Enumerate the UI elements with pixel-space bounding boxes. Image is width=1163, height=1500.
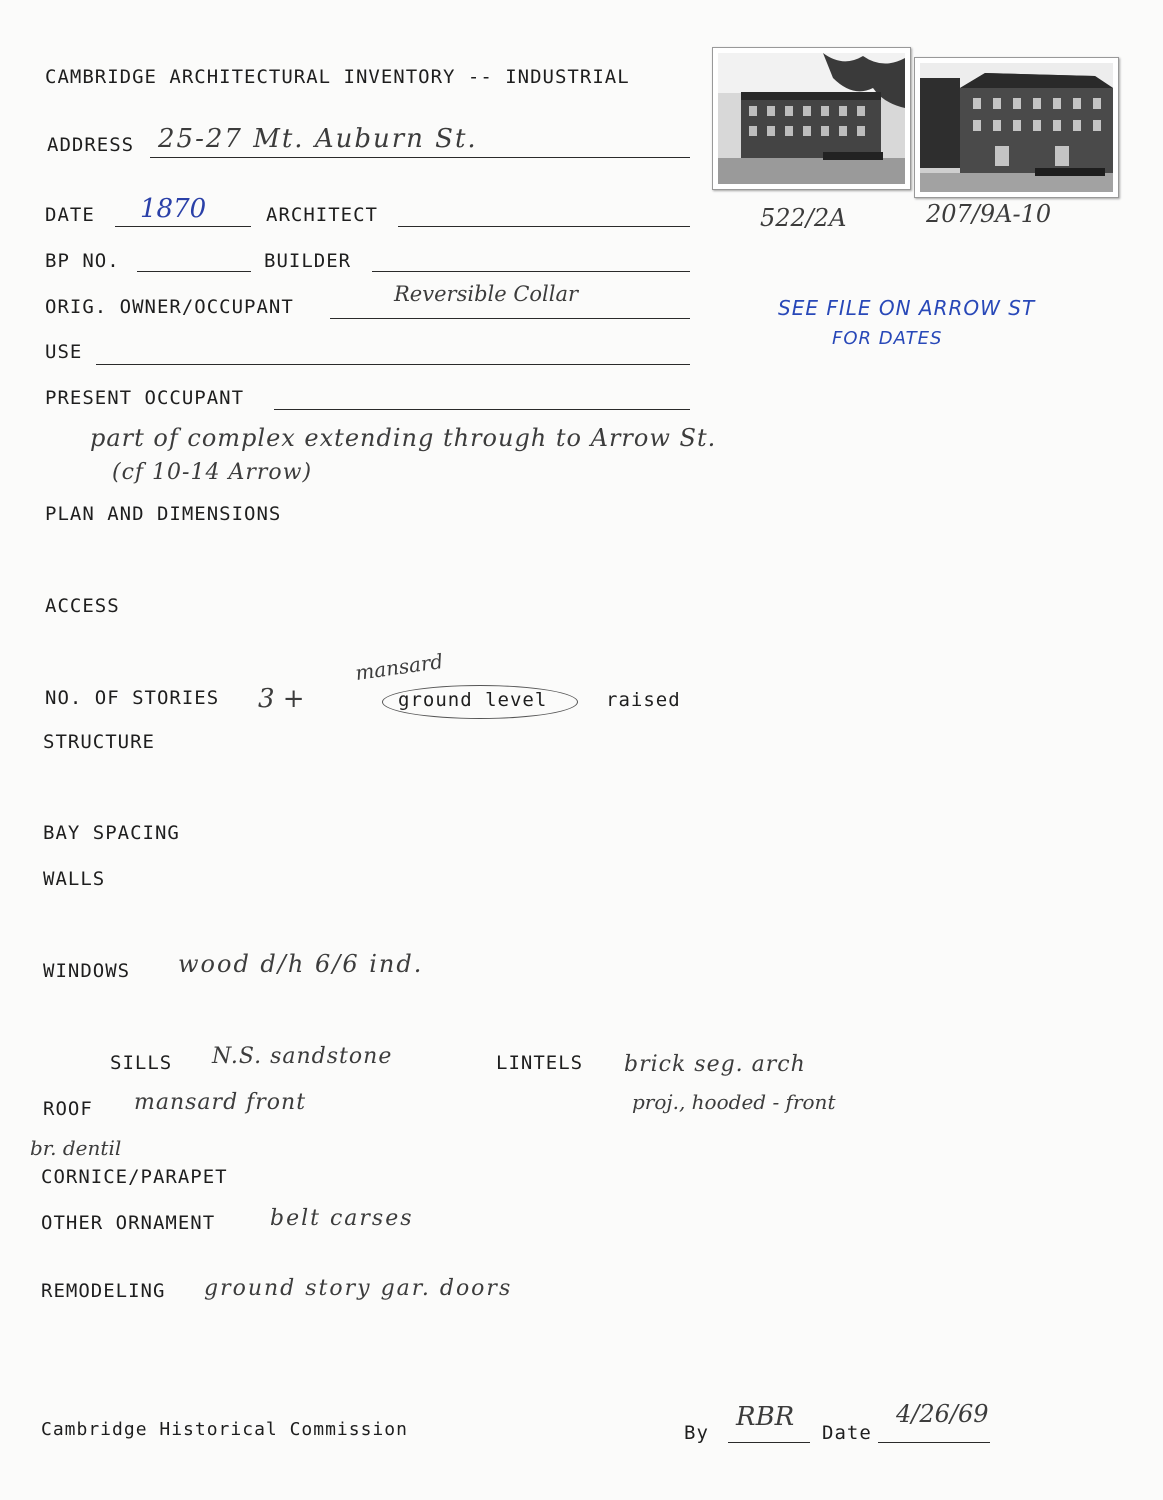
date-label: DATE [45, 204, 95, 226]
present-occupant-line [274, 409, 690, 410]
raised-option: raised [606, 689, 681, 711]
roof-label: ROOF [43, 1098, 93, 1120]
remodeling-label: REMODELING [41, 1280, 166, 1302]
plan-label: PLAN AND DIMENSIONS [45, 503, 282, 525]
windows-label: WINDOWS [43, 960, 131, 982]
present-occupant-label: PRESENT OCCUPANT [45, 387, 245, 409]
footer-by-line [728, 1442, 810, 1443]
use-line [96, 364, 690, 365]
annotation-line-2: FOR DATES [832, 328, 943, 349]
footer-by-value: RBR [736, 1402, 795, 1432]
sills-label: SILLS [110, 1052, 173, 1074]
architect-line [398, 226, 690, 227]
note-line-2: (cf 10-14 Arrow) [112, 460, 313, 485]
owner-value: Reversible Collar [394, 282, 579, 306]
stories-value: 3 + [258, 684, 305, 714]
architect-label: ARCHITECT [266, 204, 378, 226]
lintels-label: LINTELS [496, 1052, 584, 1074]
date-value: 1870 [140, 194, 207, 224]
sills-value: N.S. sandstone [212, 1044, 393, 1069]
building-photo-1 [712, 47, 911, 190]
footer-org: Cambridge Historical Commission [41, 1419, 408, 1440]
remodeling-value: ground story gar. doors [204, 1276, 513, 1301]
footer-date-line [878, 1442, 990, 1443]
builder-label: BUILDER [264, 250, 352, 272]
address-line [150, 157, 690, 158]
date-line [115, 226, 251, 227]
photo-1-caption: 522/2A [760, 204, 847, 232]
access-label: ACCESS [45, 595, 120, 617]
owner-line [330, 318, 690, 319]
building-photo-2 [914, 57, 1119, 198]
footer-by-label: By [684, 1422, 709, 1444]
address-label: ADDRESS [47, 134, 135, 156]
ornament-value: belt carses [270, 1206, 414, 1231]
cornice-note: br. dentil [30, 1136, 122, 1160]
builder-line [372, 271, 690, 272]
annotation-line-1: SEE FILE ON ARROW ST [778, 296, 1036, 320]
walls-label: WALLS [43, 868, 106, 890]
ornament-label: OTHER ORNAMENT [41, 1212, 216, 1234]
address-value: 25-27 Mt. Auburn St. [158, 124, 478, 154]
lintels-value-2: proj., hooded - front [632, 1090, 836, 1114]
lintels-value-1: brick seg. arch [624, 1052, 806, 1077]
use-label: USE [45, 341, 83, 363]
ground-level-option: ground level [398, 689, 548, 711]
windows-value: wood d/h 6/6 ind. [178, 950, 424, 978]
stories-mansard: mansard [353, 648, 445, 686]
footer-date-value: 4/26/69 [896, 1400, 989, 1428]
structure-label: STRUCTURE [43, 731, 155, 753]
note-line-1: part of complex extending through to Arrow St. [90, 424, 717, 452]
owner-label: ORIG. OWNER/OCCUPANT [45, 296, 294, 318]
photo-2-caption: 207/9A-10 [926, 200, 1052, 228]
bp-line [137, 271, 251, 272]
footer-date-label: Date [822, 1422, 872, 1444]
form-title: CAMBRIDGE ARCHITECTURAL INVENTORY -- INDUSTRIAL [45, 66, 630, 88]
stories-label: NO. OF STORIES [45, 687, 220, 709]
roof-value: mansard front [134, 1090, 307, 1115]
bp-label: BP NO. [45, 250, 120, 272]
cornice-label: CORNICE/PARAPET [41, 1166, 228, 1188]
bay-spacing-label: BAY SPACING [43, 822, 180, 844]
